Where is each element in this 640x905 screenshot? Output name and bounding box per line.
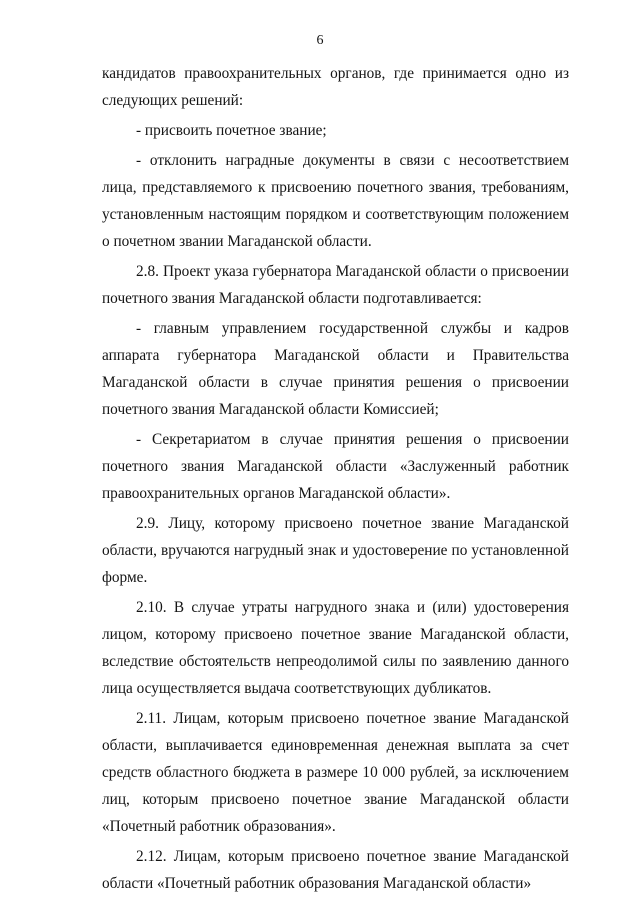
paragraph-2-8: 2.8. Проект указа губернатора Магаданской области о присвоении почетного звания Магаданской области подготавливается:: [102, 263, 569, 307]
paragraph-2-8-main-directorate: - главным управлением государственной службы и кадров аппарата губернатора Магаданской области и Правительства Магаданской области в случае принятия решения о присвоении почетного звания Магаданской области Комиссией;: [102, 320, 569, 418]
document-body: [102, 60, 569, 897]
paragraph-2-8-secretariat: - Секретариатом в случае принятия решения о присвоении почетного звания Магаданской области «Заслуженный работник правоохранительных органов Магаданской области».: [102, 431, 569, 502]
paragraph-2-12: 2.12. Лицам, которым присвоено почетное звание Магаданской области «Почетный работник образования Магаданской области»: [102, 848, 569, 892]
paragraph-option-award: - присвоить почетное звание;: [136, 122, 327, 139]
paragraph-option-reject: - отклонить наградные документы в связи с несоответствием лица, представляемого к присвоению почетного звания, требованиям, установленным настоящим порядком и соответствующим положением о почетном звании Магаданской области.: [102, 152, 569, 250]
paragraph-2-9: 2.9. Лицу, которому присвоено почетное звание Магаданской области, вручаются нагрудный знак и удостоверение по установленной форме.: [102, 515, 569, 586]
page-number: 6: [316, 33, 324, 48]
paragraph-2-10: 2.10. В случае утраты нагрудного знака и (или) удостоверения лицом, которому присвоено почетное звание Магаданской области, вследствие обстоятельств непреодолимой силы по заявлению данного лица осуществляется выдача соответствующих дубликатов.: [102, 599, 569, 697]
paragraph-2-11: 2.11. Лицам, которым присвоено почетное звание Магаданской области, выплачивается единовременная денежная выплата за счет средств областного бюджета в размере 10 000 рублей, за исключением лиц, которым присвоено почетное звание Магаданской области «Почетный работник образования».: [102, 710, 569, 835]
paragraph-continuation: кандидатов правоохранительных органов, где принимается одно из следующих решений:: [102, 65, 569, 109]
